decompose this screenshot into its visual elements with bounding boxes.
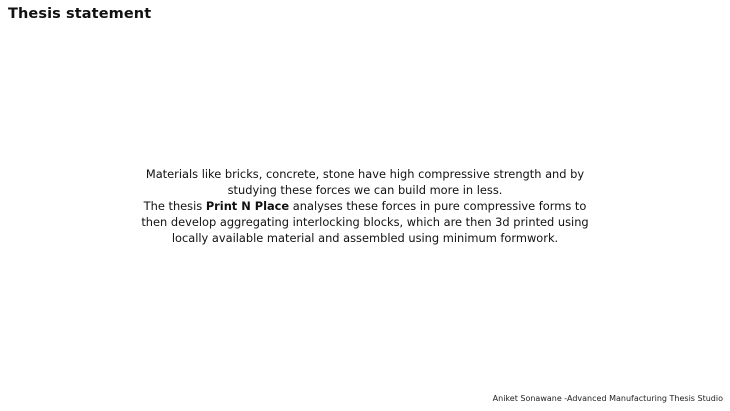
- body-line-3-prefix: The thesis: [143, 199, 206, 213]
- body-line-2: studying these forces we can build more in less.: [227, 183, 503, 197]
- body-line-3: [110, 198, 620, 214]
- footer-credit: Aniket Sonawane -Advanced Manufacturing Thesis Studio: [492, 394, 723, 403]
- thesis-statement-body: [110, 166, 620, 246]
- project-name: Print N Place: [205, 199, 290, 213]
- body-line-1: Materials like bricks, concrete, stone have high compressive strength and by: [145, 167, 585, 181]
- slide-title: Thesis statement: [8, 6, 152, 22]
- body-line-4: then develop aggregating interlocking blocks, which are then 3d printed using: [141, 215, 589, 229]
- body-line-3-suffix: analyses these forces in pure compressive forms to: [289, 199, 587, 213]
- body-line-5: locally available material and assembled using minimum formwork.: [171, 231, 559, 245]
